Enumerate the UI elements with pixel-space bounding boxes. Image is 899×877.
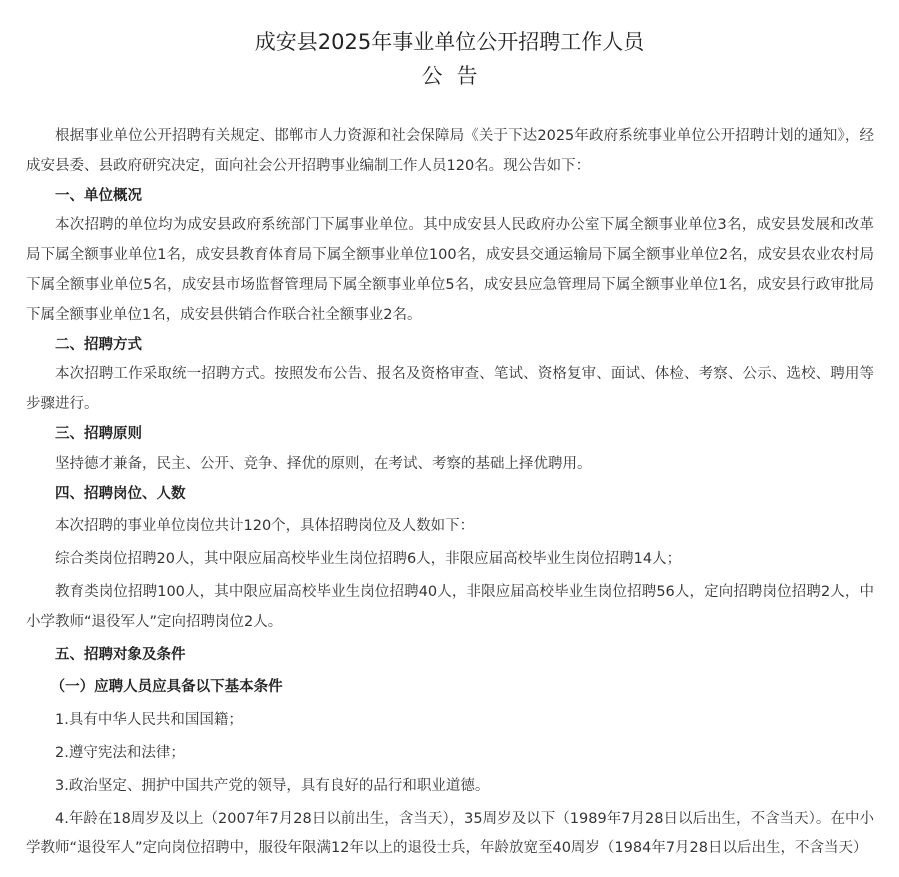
intro-paragraph: 根据事业单位公开招聘有关规定、邯郸市人力资源和社会保障局《关于下达2025年政府系统事业单位公开招聘计划的通知》，经成安县委、县政府研究决定，面向社会公开招聘事业编制工作人员120名。现公告如下： xyxy=(26,128,874,174)
section-4-paragraph: 本次招聘的事业单位岗位共计120个，具体招聘岗位及人数如下： xyxy=(55,518,475,535)
condition-item: 2.遵守宪法和法律； xyxy=(55,744,185,761)
document-body xyxy=(26,122,874,864)
section-4-heading: 四、招聘岗位、人数 xyxy=(55,485,186,502)
section-5-subheading: （一）应聘人员应具备以下基本条件 xyxy=(50,679,283,696)
section-4-paragraph: 教育类岗位招聘100人，其中限应届高校毕业生岗位招聘40人，非限应届高校毕业生岗位招聘56人，定向招聘岗位招聘2人，中小学教师“退役军人”定向招聘岗位2人。 xyxy=(26,583,874,630)
section-1-heading: 一、单位概况 xyxy=(55,187,142,204)
section-1-body: 本次招聘的单位均为成安县政府系统部门下属事业单位。其中成安县人民政府办公室下属全额事业单位3名，成安县发展和改革局下属全额事业单位1名，成安县教育体育局下属全额事业单位100名，成安县交通运输局下属全额事业单位2名，成安县农业农村局下属全额事业单位5名，成安县市场监督管理局下属全额事业单位5名，成安县应急管理局下属全额事业单位1名，成安县行政审批局下属全额事业单位1名，成安县供销合作联合社全额事业2名。 xyxy=(26,217,874,323)
section-2-heading: 二、招聘方式 xyxy=(55,336,142,353)
condition-item: 3.政治坚定、拥护中国共产党的领导，具有良好的品行和职业道德。 xyxy=(55,777,490,794)
section-2-body: 本次招聘工作采取统一招聘方式。按照发布公告、报名及资格审查、笔试、资格复审、面试、体检、考察、公示、选校、聘用等步骤进行。 xyxy=(26,366,874,413)
section-5-heading: 五、招聘对象及条件 xyxy=(55,646,186,663)
condition-item: 1.具有中华人民共和国国籍； xyxy=(55,712,243,729)
document-subtitle: 公告 xyxy=(421,64,492,88)
section-4-paragraph: 综合类岗位招聘20人，其中限应届高校毕业生岗位招聘6人，非限应届高校毕业生岗位招聘14人； xyxy=(55,551,682,568)
condition-item: 4.年龄在18周岁及以上（2007年7月28日以前出生，含当天），35周岁及以下（1989年7月28日以后出生，不含当天）。在中小学教师“退役军人”定向岗位招聘中，服役年限满12年以上的退役士兵，年龄放宽至40周岁（1984年7月28日以后出生，不含当天） xyxy=(26,810,874,857)
document-title: 成安县2025年事业单位公开招聘工作人员 xyxy=(254,30,645,54)
section-3-heading: 三、招聘原则 xyxy=(55,425,142,442)
section-3-body: 坚持德才兼备，民主、公开、竞争、择优的原则，在考试、考察的基础上择优聘用。 xyxy=(55,455,592,472)
